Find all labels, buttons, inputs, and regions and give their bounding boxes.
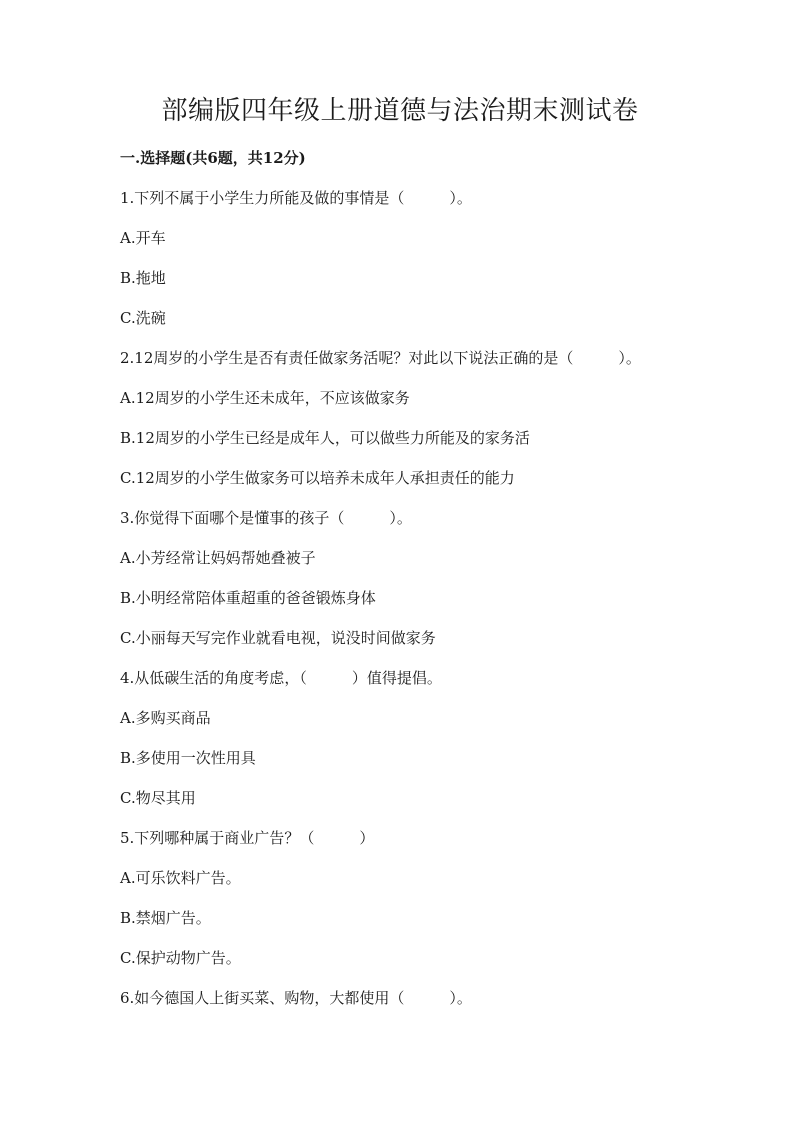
question-4-option-c: C.物尽其用 bbox=[120, 789, 196, 807]
question-5-option-a: A.可乐饮料广告。 bbox=[120, 869, 241, 887]
question-list bbox=[120, 187, 690, 1027]
question-1-stem: 1.下列不属于小学生力所能及做的事情是（ ）。 bbox=[120, 189, 472, 207]
question-5-option-c: C.保护动物广告。 bbox=[120, 949, 241, 967]
question-6-stem: 6.如今德国人上街买菜、购物，大都使用（ ）。 bbox=[120, 989, 472, 1007]
question-3-option-b: B.小明经常陪体重超重的爸爸锻炼身体 bbox=[120, 589, 376, 607]
question-2-option-b: B.12周岁的小学生已经是成年人，可以做些力所能及的家务活 bbox=[120, 429, 530, 447]
question-1-option-b: B.拖地 bbox=[120, 269, 166, 287]
question-5-option-b: B.禁烟广告。 bbox=[120, 909, 211, 927]
question-2-option-a: A.12周岁的小学生还未成年，不应该做家务 bbox=[120, 389, 410, 407]
section-heading: 一.选择题(共6题，共12分) bbox=[120, 149, 306, 167]
question-2-stem: 2.12周岁的小学生是否有责任做家务活呢？对此以下说法正确的是（ ）。 bbox=[120, 349, 641, 367]
question-1-option-a: A.开车 bbox=[120, 229, 166, 247]
question-5-stem: 5.下列哪种属于商业广告？（ ） bbox=[120, 829, 375, 847]
question-3-option-c: C.小丽每天写完作业就看电视，说没时间做家务 bbox=[120, 629, 436, 647]
question-3-option-a: A.小芳经常让妈妈帮她叠被子 bbox=[120, 549, 316, 567]
question-4-stem: 4.从低碳生活的角度考虑，（ ）值得提倡。 bbox=[120, 669, 442, 687]
question-3-stem: 3.你觉得下面哪个是懂事的孩子（ ）。 bbox=[120, 509, 412, 527]
question-4-option-b: B.多使用一次性用具 bbox=[120, 749, 256, 767]
question-1-option-c: C.洗碗 bbox=[120, 309, 166, 327]
page-title: 部编版四年级上册道德与法治期末测试卷 bbox=[161, 96, 639, 126]
question-2-option-c: C.12周岁的小学生做家务可以培养未成年人承担责任的能力 bbox=[120, 469, 515, 487]
question-4-option-a: A.多购买商品 bbox=[120, 709, 211, 727]
